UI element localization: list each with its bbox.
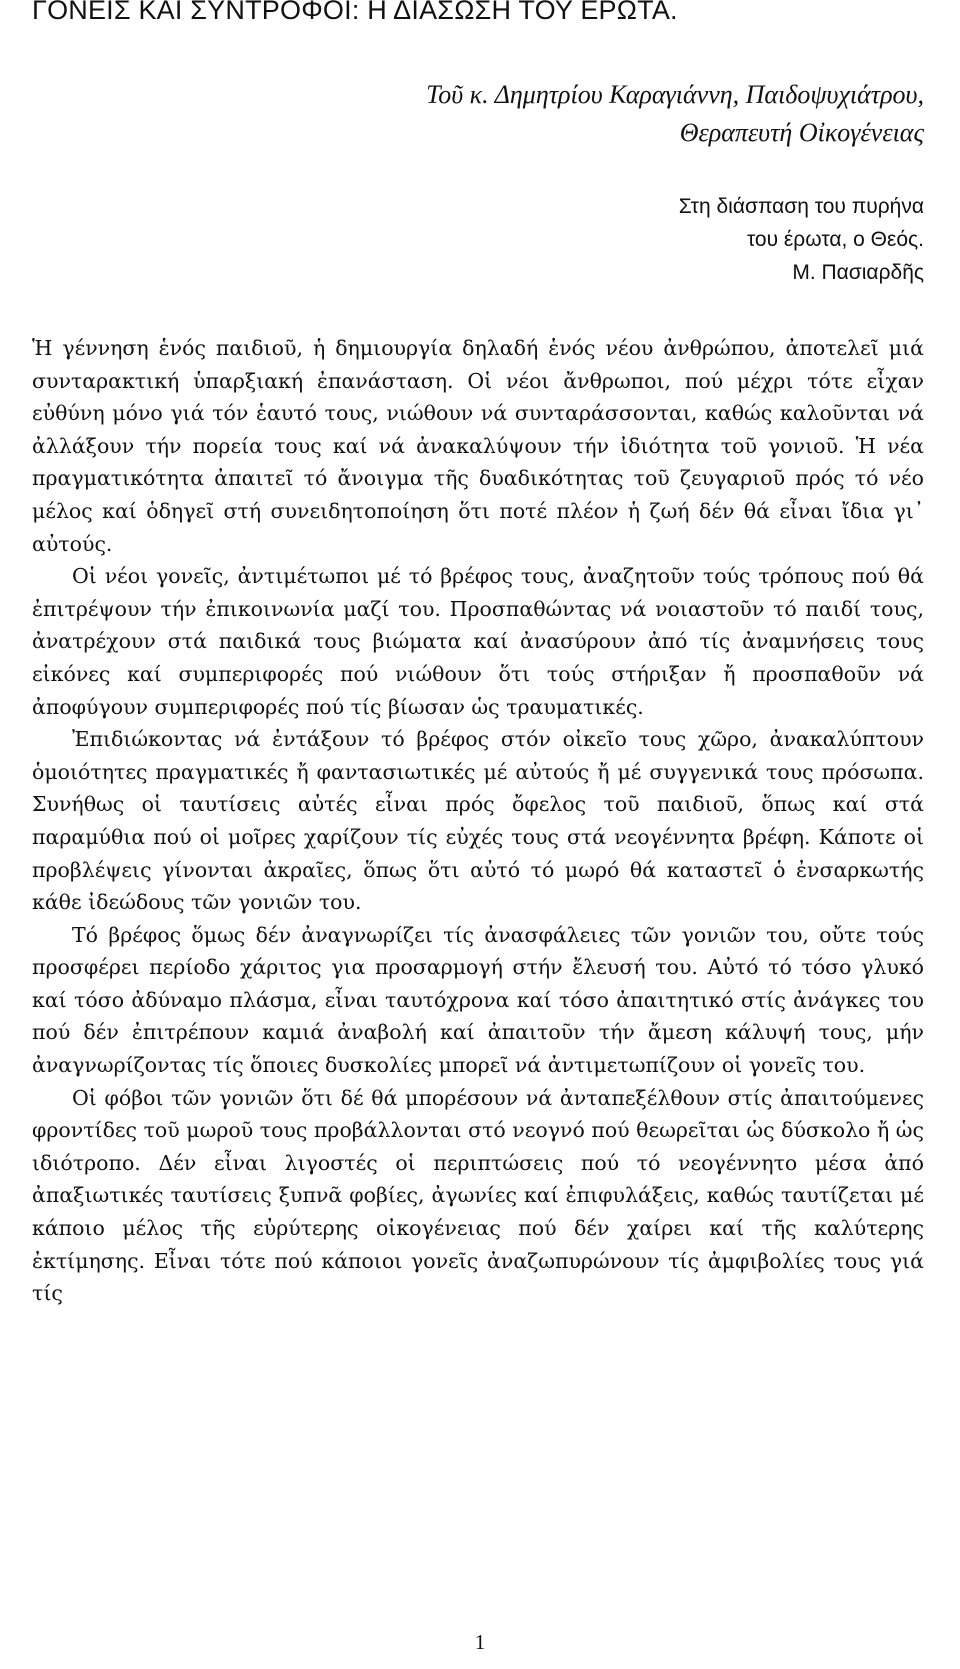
paragraph: Ἡ γέννηση ἑνός παιδιοῦ, ἡ δημιουργία δηλαδή ἑνός νέου ἀνθρώπου, ἀποτελεῖ μιά συνταρακτική ὑπαρξιακή ἐπανάσταση. Οἱ νέοι ἄνθρωποι, πού μέχρι τότε εἶχαν εὐθύνη μόνο γιά τόν ἑαυτό τους, νιώθουν νά συνταράσσονται, καθώς καλοῦνται νά ἀλλάξουν τήν πορεία τους καί νά ἀνακαλύψουν τήν ἰδιότητα τοῦ γονιοῦ. Ἡ νέα πραγματικότητα ἀπαιτεῖ τό ἄνοιγμα τῆς δυαδικότητας τοῦ ζευγαριοῦ πρός τό νέο μέλος καί ὁδηγεῖ στή συνειδητοποίηση ὅτι ποτέ πλέον ἡ ζωή δέν θά εἶναι ἴδια γι᾽ αὐτούς. [32, 336, 924, 556]
byline-line: Θεραπευτή Οἰκογένειας [679, 118, 924, 147]
byline-line: Τοῦ κ. Δημητρίου Καραγιάννη, Παιδοψυχιάτρου, [426, 80, 924, 109]
epigraph-line: του έρωτα, ο Θεός. [746, 228, 924, 251]
author-byline [426, 76, 924, 152]
document-title: ΓΟΝΕΙΣ ΚΑΙ ΣΥΝΤΡΟΦΟΙ: Η ΔΙΑΣΩΣΗ ΤΟΥ ΕΡΩΤΑ. [32, 0, 678, 25]
paragraph: Οἱ φόβοι τῶν γονιῶν ὅτι δέ θά μπορέσουν νά ἀνταπεξέλθουν στίς ἀπαιτούμενες φροντίδες τοῦ μωροῦ τους προβάλλονται στό νεογνό πού θεωρεῖται ὡς δύσκολο ἤ ὡς ιδιότροπο. Δέν εἶναι λιγοστές οἱ περιπτώσεις πού τό νεογέννητο μέσα ἀπό ἀπαξιωτικές ταυτίσεις ξυπνᾶ φοβίες, ἀγωνίες καί ἐπιφυλάξεις, καθώς ταυτίζεται μέ κάποιο μέλος τῆς εὐρύτερης οἰκογένειας πού δέν χαίρει καί τῆς καλύτερης ἐκτίμησης. Εἶναι τότε πού κάποιοι γονεῖς ἀναζωπυρώνουν τίς ἀμφιβολίες τους γιά τίς [32, 1085, 924, 1306]
page-number: 1 [474, 1630, 486, 1654]
epigraph-line: Στη διάσπαση του πυρήνα [678, 195, 924, 218]
paragraph: Οἱ νέοι γονεῖς, ἀντιμέτωποι μέ τό βρέφος τους, ἀναζητοῦν τούς τρόπους πού θά ἐπιτρέψουν τήν ἐπικοινωνία μαζί του. Προσπαθώντας νά νοιαστοῦν τό παιδί τους, ἀνατρέχουν στά παιδικά τους βιώματα καί ἀνασύρουν ἀπό τίς ἀναμνήσεις τους εἰκόνες καί συμπεριφορές πού νιώθουν ὅτι τούς στήριξαν ἤ προσπαθοῦν νά ἀποφύγουν συμπεριφορές πού τίς βίωσαν ὡς τραυματικές. [32, 564, 924, 719]
epigraph-author: Μ. Πασιαρδῆς [792, 261, 924, 284]
article-body [32, 332, 924, 1310]
epigraph [679, 190, 924, 289]
paragraph: Ἐπιδιώκοντας νά ἐντάξουν τό βρέφος στόν οἰκεῖο τους χῶρο, ἀνακαλύπτουν ὁμοιότητες πραγματικές ἤ φαντασιωτικές μέ αὐτούς ἤ μέ συγγενικά τους πρόσωπα. Συνήθως οἱ ταυτίσεις αὐτές εἶναι πρός ὄφελος τοῦ παιδιοῦ, ὅπως καί στά παραμύθια πού οἱ μοῖρες χαρίζουν τίς εὐχές τους στά νεογέννητα βρέφη. Κάποτε οἱ προβλέψεις γίνονται ἀκραῖες, ὅπως ὅτι αὐτό τό μωρό θά καταστεῖ ὁ ἐνσαρκωτής κάθε ἰδεώδους τῶν γονιῶν του. [32, 727, 924, 915]
paragraph: Τό βρέφος ὅμως δέν ἀναγνωρίζει τίς ἀνασφάλειες τῶν γονιῶν του, οὔτε τούς προσφέρει περίοδο χάριτος για προσαρμογή στήν ἔλευσή του. Αὐτό τό τόσο γλυκό καί τόσο ἀδύναμο πλάσμα, εἶναι ταυτόχρονα καί τόσο ἀπαιτητικό στίς ἀνάγκες του πού δέν ἐπιτρέπουν καμιά ἀναβολή καί ἀπαιτοῦν τήν ἄμεση κάλυψή τους, μήν ἀναγνωρίζοντας τίς ὅποιες δυσκολίες μπορεῖ νά ἀντιμετωπίζουν οἱ γονεῖς του. [32, 922, 924, 1078]
